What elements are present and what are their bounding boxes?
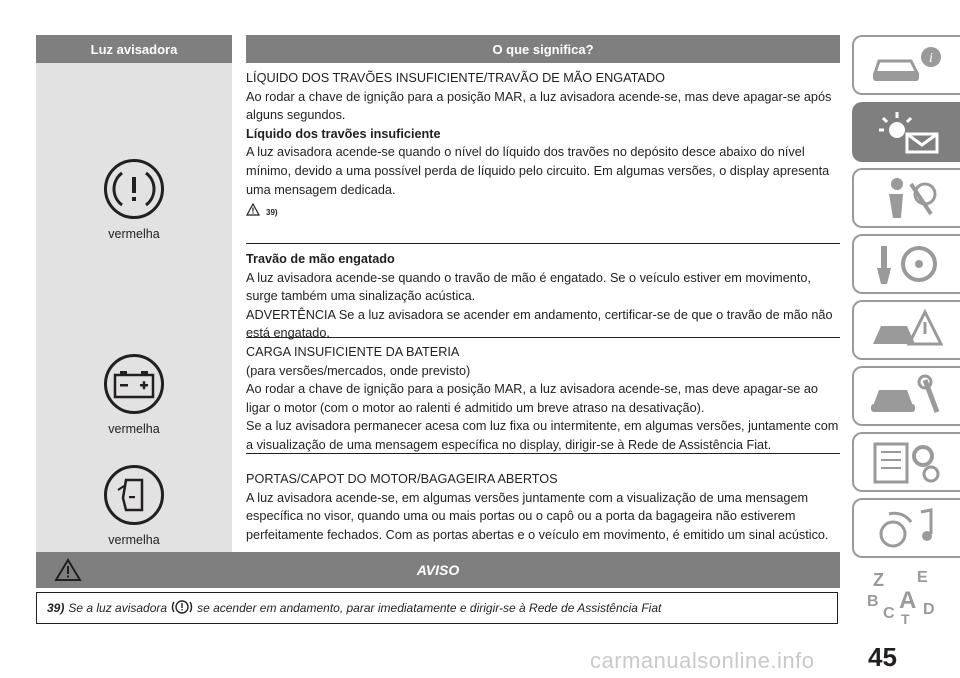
brake-warning-icon: [171, 599, 193, 618]
tab-emergency[interactable]: [852, 300, 960, 360]
section-text: A luz avisadora acende-se quando o travão de mão é engatado. Se o veículo estiver em movimento, surge também uma sinalização acústica.: [246, 270, 811, 304]
warning-lights-table: [36, 35, 840, 558]
index-icon: [861, 564, 951, 624]
section-text: A luz avisadora acende-se quando o nível do líquido dos travões no depósito desce abaixo do nível mínimo, devido a uma possível perda de líquido pelo circuito. Em algumas versões, o display apresenta uma mensagem dedicada.: [246, 145, 830, 197]
brake-warning-icon: [104, 159, 164, 219]
tab-warning-lights[interactable]: [852, 102, 960, 162]
driving-icon: [867, 240, 947, 288]
warning-triangle-icon: [246, 203, 260, 224]
aviso-title: AVISO: [416, 562, 460, 578]
emergency-icon: [867, 306, 947, 354]
warning-lights-icon: [867, 108, 947, 156]
section-text: A luz avisadora acende-se, em algumas versões juntamente com a visualização de uma mensagem específica no visor, quando uma ou mais portas ou o capô ou a porta da bagageira não estiverem perfeitamente fechados. Com as portas abertas e o veículo em movimento, é emitido um sinal acústico.: [246, 490, 829, 542]
tab-technical-data[interactable]: [852, 432, 960, 492]
section-text: Se a luz avisadora permanecer acesa com luz fixa ou intermitente, em algumas versões, juntamente com a visualização de uma mensagem específica no display, dirigir-se à Rede de Assistência Fiat.: [246, 419, 839, 452]
warning-triangle-icon: [54, 558, 82, 585]
lamp-color-label: vermelha: [108, 532, 160, 547]
svg-text:C: C: [883, 605, 895, 622]
battery-icon: [104, 354, 164, 414]
aviso-ref: 39): [47, 601, 65, 615]
svg-text:E: E: [917, 569, 928, 586]
advertencia-text: ADVERTÊNCIA Se a luz avisadora se acender em andamento, certificar-se de que o travão de mão não está engatado.: [246, 307, 833, 341]
section-text: Ao rodar a chave de ignição para a posição MAR, a luz avisadora acende-se, mas deve apagar-se após alguns segundos.: [246, 89, 832, 123]
tab-index[interactable]: [852, 564, 960, 624]
aviso-banner: [36, 552, 840, 588]
svg-text:B: B: [867, 593, 879, 610]
technical-data-icon: [867, 438, 947, 486]
tab-car-info[interactable]: [852, 35, 960, 95]
page-number: 45: [868, 642, 897, 672]
safety-icon: [867, 174, 947, 222]
aviso-note: [36, 592, 838, 624]
svg-text:Z: Z: [873, 570, 884, 590]
svg-text:i: i: [929, 51, 933, 66]
lamp-color-label: vermelha: [108, 422, 160, 436]
maintenance-icon: [867, 372, 947, 420]
section-subheading: Travão de mão engatado: [246, 252, 395, 266]
svg-text:T: T: [901, 611, 910, 624]
section-heading: PORTAS/CAPOT DO MOTOR/BAGAGEIRA ABERTOS: [246, 472, 558, 486]
svg-text:A: A: [899, 587, 917, 614]
section-subheading: Líquido dos travões insuficiente: [246, 126, 441, 141]
tab-safety[interactable]: [852, 168, 960, 228]
svg-text:D: D: [923, 601, 935, 618]
tab-multimedia[interactable]: [852, 498, 960, 558]
table-row: [36, 337, 840, 453]
aviso-text-after: se acender em andamento, parar imediatamente e dirigir-se à Rede de Assistência Fiat: [197, 601, 662, 615]
section-text: Ao rodar a chave de ignição para a posição MAR, a luz avisadora acende-se, mas deve apagar-se ao ligar o motor (com o motor ao ralenti é admitido um breve atraso na desativação).: [246, 382, 818, 415]
tab-driving[interactable]: [852, 234, 960, 294]
footnote-ref: 39): [266, 208, 278, 218]
watermark: carmanualsonline.info: [590, 648, 815, 673]
section-text: (para versões/mercados, onde previsto): [246, 363, 471, 378]
table-row: [36, 63, 840, 341]
car-info-icon: [867, 43, 947, 87]
lamp-color-label: vermelha: [108, 227, 160, 241]
multimedia-icon: [867, 504, 947, 552]
aviso-text-before: Se a luz avisadora: [68, 601, 168, 615]
section-heading: LÍQUIDO DOS TRAVÕES INSUFICIENTE/TRAVÃO DE MÃO ENGATADO: [246, 71, 665, 85]
tab-maintenance[interactable]: [852, 366, 960, 426]
door-open-icon: [104, 465, 164, 525]
header-warning-light: Luz avisadora: [90, 41, 178, 57]
header-meaning: O que significa?: [492, 41, 594, 57]
table-header: [36, 35, 840, 63]
section-heading: CARGA INSUFICIENTE DA BATERIA: [246, 345, 460, 359]
table-row: [36, 453, 840, 558]
